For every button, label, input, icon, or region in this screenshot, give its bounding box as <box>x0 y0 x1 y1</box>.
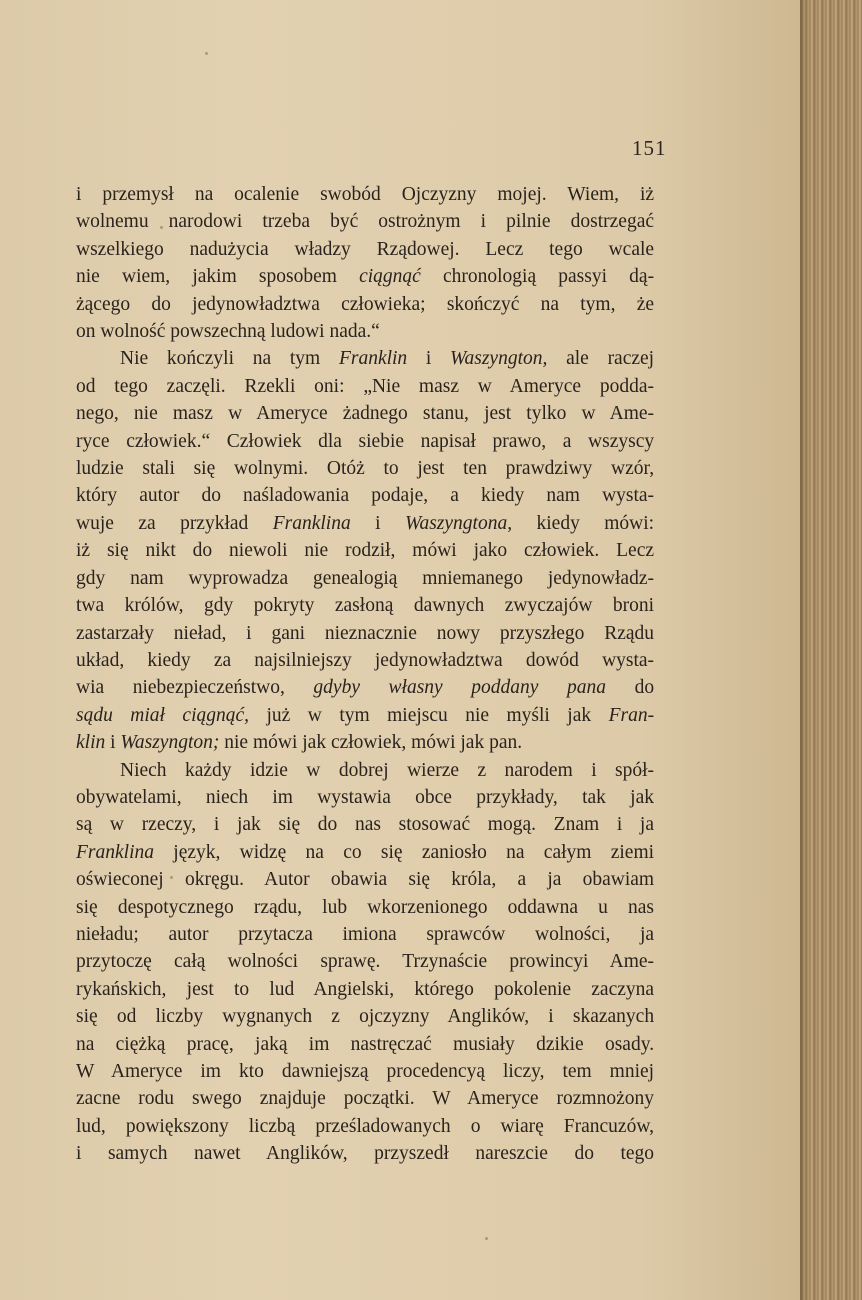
text-line: się od liczby wygnanych z ojczyzny Anglików, i skazanych <box>76 1006 655 1028</box>
text-line: twa królów, gdy pokryty zasłoną dawnych zwyczajów broni <box>76 595 655 617</box>
paper-speck <box>485 1237 488 1240</box>
text-line: i przemysł na ocalenie swobód Ojczyzny mojej. Wiem, iż <box>76 184 655 205</box>
paper-speck <box>160 226 163 229</box>
paper-speck <box>205 52 208 55</box>
text-line: przytoczę całą wolności sprawę. Trzynaście prowincyi Ame- <box>76 951 655 973</box>
text-line: Franklina język, widzę na co się zaniosło na całym ziemi <box>76 841 655 863</box>
text-line: Nie kończyli na tym Franklin i Waszyngton, ale raczej <box>120 348 655 370</box>
text-line: on wolność powszechną ludowi nada.“ <box>76 321 380 343</box>
text-line: sądu miał ciągnąć, już w tym miejscu nie myśli jak Fran- <box>76 704 655 726</box>
text-line: nieładu; autor przytacza imiona sprawców wolności, ja <box>76 923 655 945</box>
page-number: 151 <box>632 136 667 160</box>
paper-speck <box>170 876 173 879</box>
text-line: żącego do jedynowładztwa człowieka; skończyć na tym, że <box>76 293 655 315</box>
text-line: wszelkiego nadużycia władzy Rządowej. Lecz tego wcale <box>76 238 655 260</box>
text-line: który autor do naśladowania podaje, a kiedy nam wysta- <box>76 485 655 507</box>
text-line: na ciężką pracę, jaką im nastręczać musiały dzikie osady. <box>76 1033 655 1055</box>
text-line: układ, kiedy za najsilniejszy jedynowładztwa dowód wysta- <box>76 649 655 671</box>
text-line: gdy nam wyprowadza genealogią mniemanego jedynowładz- <box>76 567 654 589</box>
text-line: wuje za przykład Franklina i Waszyngtona, kiedy mówi: <box>76 512 655 534</box>
text-line: iż się nikt do niewoli nie rodził, mówi jako człowiek. Lecz <box>76 540 655 562</box>
text-line: są w rzeczy, i jak się do nas stosować mogą. Znam i ja <box>76 814 654 836</box>
text-line: W Ameryce im kto dawniejszą procedencyą liczy, tem mniej <box>76 1061 655 1082</box>
text-line: oświeconej okręgu. Autor obawia się króla, a ja obawiam <box>76 869 655 891</box>
text-line: klin i Waszyngton; nie mówi jak człowiek, mówi jak pan. <box>76 732 523 754</box>
text-line: i samych nawet Anglików, przyszedł nareszcie do tego <box>76 1143 655 1165</box>
text-line: się despotycznego rządu, lub wkorzenionego oddawna u nas <box>76 896 655 918</box>
text-line: Niech każdy idzie w dobrej wierze z narodem i spół- <box>120 759 655 781</box>
text-line: ryce człowiek.“ Człowiek dla siebie napisał prawo, a wszyscy <box>76 430 655 452</box>
text-line: zacne rodu swego znajduje początki. W Ameryce rozmnożony <box>76 1088 654 1110</box>
text-line: wolnemu narodowi trzeba być ostrożnym i pilnie dostrzegać <box>76 211 655 233</box>
body-text <box>76 181 654 1168</box>
text-line: nie wiem, jakim sposobem ciągnąć chronologią passyi dą- <box>76 266 655 288</box>
text-line: lud, powiększony liczbą prześladowanych o wiarę Francuzów, <box>76 1115 655 1137</box>
page-stack-edge <box>800 0 862 1300</box>
text-line: rykańskich, jest to lud Angielski, którego pokolenie zaczyna <box>76 978 655 1000</box>
text-line: wia niebezpieczeństwo, gdyby własny poddany pana do <box>76 677 655 699</box>
text-line: od tego zaczęli. Rzekli oni: „Nie masz w Ameryce podda- <box>76 375 655 397</box>
text-line: zastarzały nieład, i gani nieznacznie nowy przyszłego Rządu <box>76 622 655 644</box>
text-line: nego, nie masz w Ameryce żadnego stanu, jest tylko w Ame- <box>76 403 655 425</box>
text-line: obywatelami, niech im wystawia obce przykłady, tak jak <box>76 786 654 808</box>
text-line: ludzie stali się wolnymi. Otóż to jest ten prawdziwy wzór, <box>76 458 655 480</box>
